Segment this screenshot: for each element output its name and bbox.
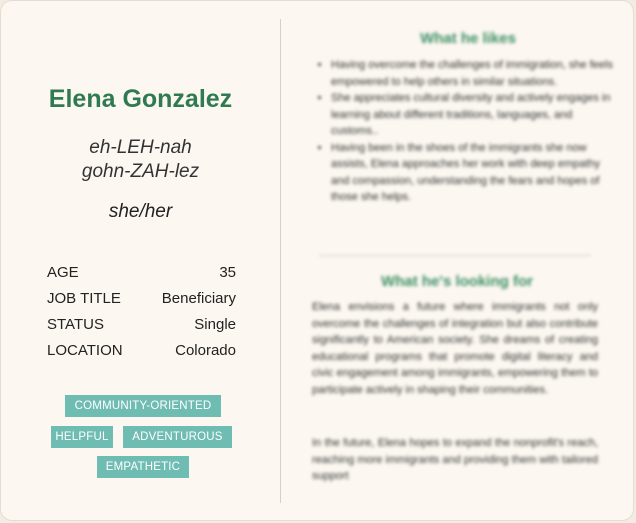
tag-helpful: HELPFUL <box>51 426 113 448</box>
likes-list <box>317 57 621 206</box>
fact-value: Colorado <box>175 342 236 359</box>
fact-label: LOCATION <box>47 342 123 359</box>
column-divider <box>280 19 281 503</box>
tag-community-oriented: COMMUNITY-ORIENTED <box>65 395 221 417</box>
tag-adventurous: ADVENTUROUS <box>123 426 232 448</box>
section-divider <box>319 255 591 256</box>
fact-row-status <box>47 312 236 338</box>
fact-value: Beneficiary <box>161 290 236 307</box>
fact-value: 35 <box>219 264 236 281</box>
fact-label: AGE <box>47 264 79 281</box>
list-item: • Having been in the shoes of the immigrants she now assists, Elena approaches her work with deep empathy and compassion, understanding the fears and hopes of those she helps. <box>331 140 621 206</box>
list-item: • Having overcome the challenges of immigration, she feels empowered to help others in similar situations. <box>331 57 621 90</box>
fact-row-age <box>47 260 236 286</box>
name-pronunciation <box>1 136 280 184</box>
looking-for-title: What he's looking for <box>381 273 533 290</box>
fact-label: JOB TITLE <box>47 290 121 307</box>
facts-list <box>47 260 236 364</box>
fact-value: Single <box>194 316 236 333</box>
list-item: • She appreciates cultural diversity and actively engages in learning about different traditions, languages, and customs.. <box>331 90 621 140</box>
looking-for-paragraph-2: In the future, Elena hopes to expand the nonprofit's reach, reaching more immigrants and providing them with tailored support <box>312 437 598 482</box>
tag-empathetic: EMPATHETIC <box>97 456 189 478</box>
looking-for-paragraph-1: Elena envisions a future where immigrants not only overcome the challenges of integration but also contribute significantly to American society. She dreams of creating educational programs that promote digital literacy and civic engagement among immigrants, empowering them to participate actively in shaping their communities. <box>312 301 598 396</box>
fact-label: STATUS <box>47 316 104 333</box>
fact-row-job-title <box>47 286 236 312</box>
likes-title: What he likes <box>420 30 516 47</box>
pronunciation-line-1: eh-LEH-nah <box>89 137 192 158</box>
persona-name: Elena Gonzalez <box>48 85 233 113</box>
pronouns: she/her <box>108 201 173 222</box>
fact-row-location <box>47 338 236 364</box>
pronunciation-line-2: gohn-ZAH-lez <box>81 161 200 182</box>
